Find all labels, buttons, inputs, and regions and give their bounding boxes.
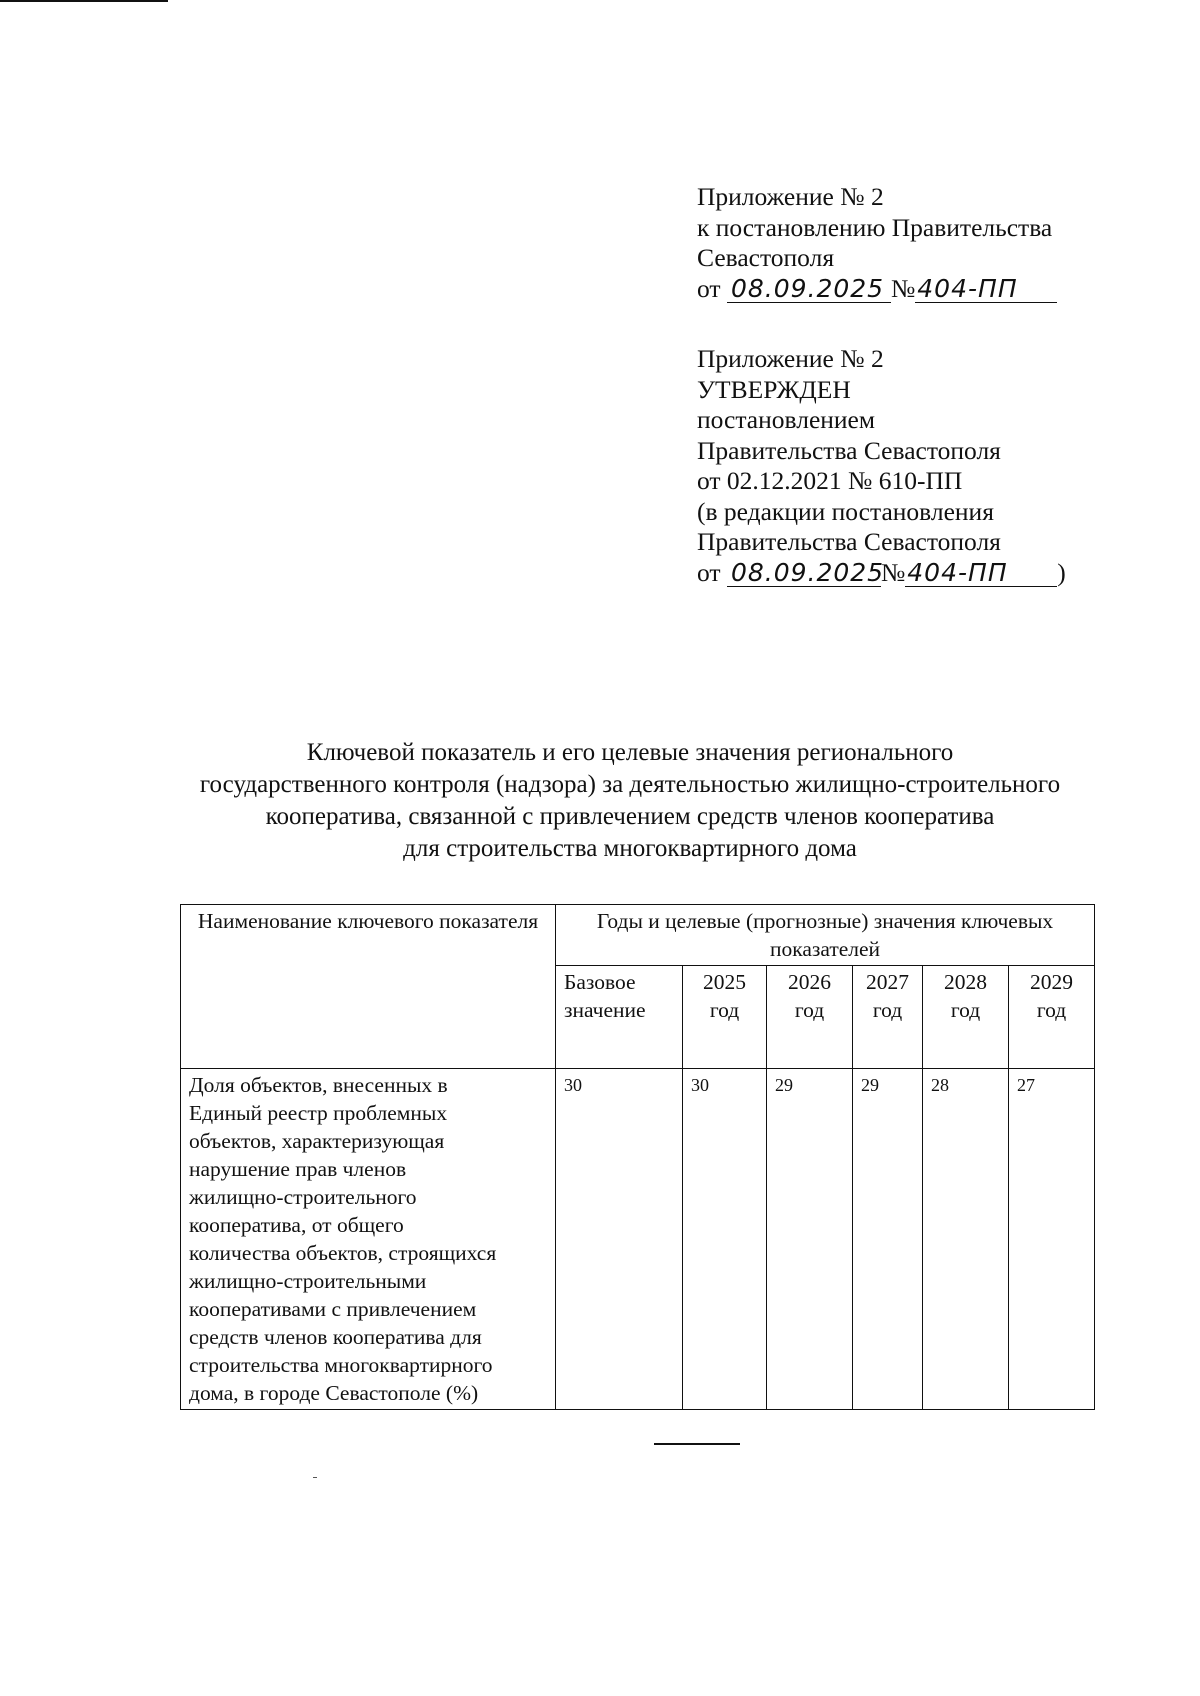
value-2027: 29: [853, 1069, 923, 1410]
header-year-2027: [853, 966, 923, 1069]
annex-line: Правительства Севастополя: [697, 435, 1001, 465]
year-suffix: год: [709, 998, 740, 1022]
header-year-2025: [683, 966, 767, 1069]
annex-header-amendment: [697, 182, 1057, 304]
indicator-line: объектов, характеризующая: [189, 1129, 445, 1153]
number-prefix: №: [890, 273, 916, 303]
indicator-line: количества объектов, строящихся: [189, 1241, 497, 1265]
header-year-2028: [923, 966, 1009, 1069]
title-line: для строительства многоквартирного дома: [403, 835, 857, 862]
indicator-line: кооператива, от общего: [189, 1213, 404, 1237]
number-prefix: №: [880, 557, 906, 587]
annex-line: постановлением: [697, 405, 876, 434]
annex-line: от 02.12.2021 № 610-ПП: [697, 466, 963, 495]
value-2028: 28: [923, 1069, 1009, 1410]
date-prefix: от: [697, 273, 721, 303]
indicator-line: Единый реестр проблемных: [189, 1101, 448, 1125]
annex-line: УТВЕРЖДЕН: [697, 374, 851, 404]
indicator-line: Доля объектов, внесенных в: [189, 1073, 448, 1097]
title-line: государственного контроля (надзора) за деятельностью жилищно-строительного: [199, 771, 1061, 798]
year-number: 2029: [1030, 970, 1073, 994]
end-divider: [654, 1443, 740, 1445]
value-2025: 30: [683, 1069, 767, 1410]
year-number: 2025: [703, 970, 746, 994]
header-years-values: Годы и целевые (прогнозные) значения ключевых показателей: [556, 905, 1095, 966]
year-number: 2027: [866, 970, 909, 994]
title-line: кооператива, связанной с привлечением средств членов кооператива: [265, 803, 995, 830]
annex-date-line: [697, 558, 1066, 589]
header-year-2029: [1009, 966, 1095, 1069]
title-line: Ключевой показатель и его целевые значения регионального: [306, 739, 954, 766]
indicator-line: нарушение прав членов: [189, 1157, 407, 1181]
year-suffix: год: [950, 998, 981, 1022]
handwritten-number: 404-ПП: [915, 276, 1057, 303]
header-indicator-name: Наименование ключевого показателя: [181, 905, 556, 1069]
year-suffix: год: [1036, 998, 1067, 1022]
value-2026: 29: [767, 1069, 853, 1410]
indicator-line: средств членов кооператива для: [189, 1325, 482, 1349]
annex-line: Приложение № 2: [697, 182, 884, 211]
annex-line: к постановлению Правительства: [697, 212, 1053, 242]
indicator-line: жилищно-строительного: [189, 1185, 417, 1209]
closing-paren: ): [1057, 557, 1066, 587]
indicator-line: жилищно-строительными: [189, 1269, 427, 1293]
scan-speck: [313, 1477, 317, 1478]
document-title: [130, 737, 1130, 865]
year-number: 2028: [944, 970, 987, 994]
indicator-line: кооперативами с привлечением: [189, 1297, 477, 1321]
annex-header-approved: [697, 344, 1066, 588]
year-number: 2026: [788, 970, 831, 994]
year-suffix: год: [794, 998, 825, 1022]
date-prefix: от: [697, 557, 721, 587]
annex-line: Приложение № 2: [697, 344, 884, 373]
handwritten-date: 08.09.2025: [727, 276, 891, 303]
value-2029: 27: [1009, 1069, 1095, 1410]
indicator-line: дома, в городе Севастополе (%): [189, 1381, 479, 1405]
header-base-value: Базовое значение: [556, 966, 683, 1069]
annex-line: Севастополя: [697, 243, 835, 272]
scan-corner-mark: [0, 0, 168, 2]
year-suffix: год: [872, 998, 903, 1022]
value-base: 30: [556, 1069, 683, 1410]
handwritten-date: 08.09.2025: [727, 560, 881, 587]
indicator-line: строительства многоквартирного: [189, 1353, 493, 1377]
kpi-table: [180, 904, 1095, 1410]
annex-date-line: [697, 274, 1057, 305]
table-row: [181, 1069, 1095, 1410]
handwritten-number: 404-ПП: [905, 560, 1057, 587]
annex-line: (в редакции постановления: [697, 496, 994, 526]
header-year-2026: [767, 966, 853, 1069]
indicator-name-cell: [181, 1069, 556, 1410]
annex-line: Правительства Севастополя: [697, 527, 1001, 556]
